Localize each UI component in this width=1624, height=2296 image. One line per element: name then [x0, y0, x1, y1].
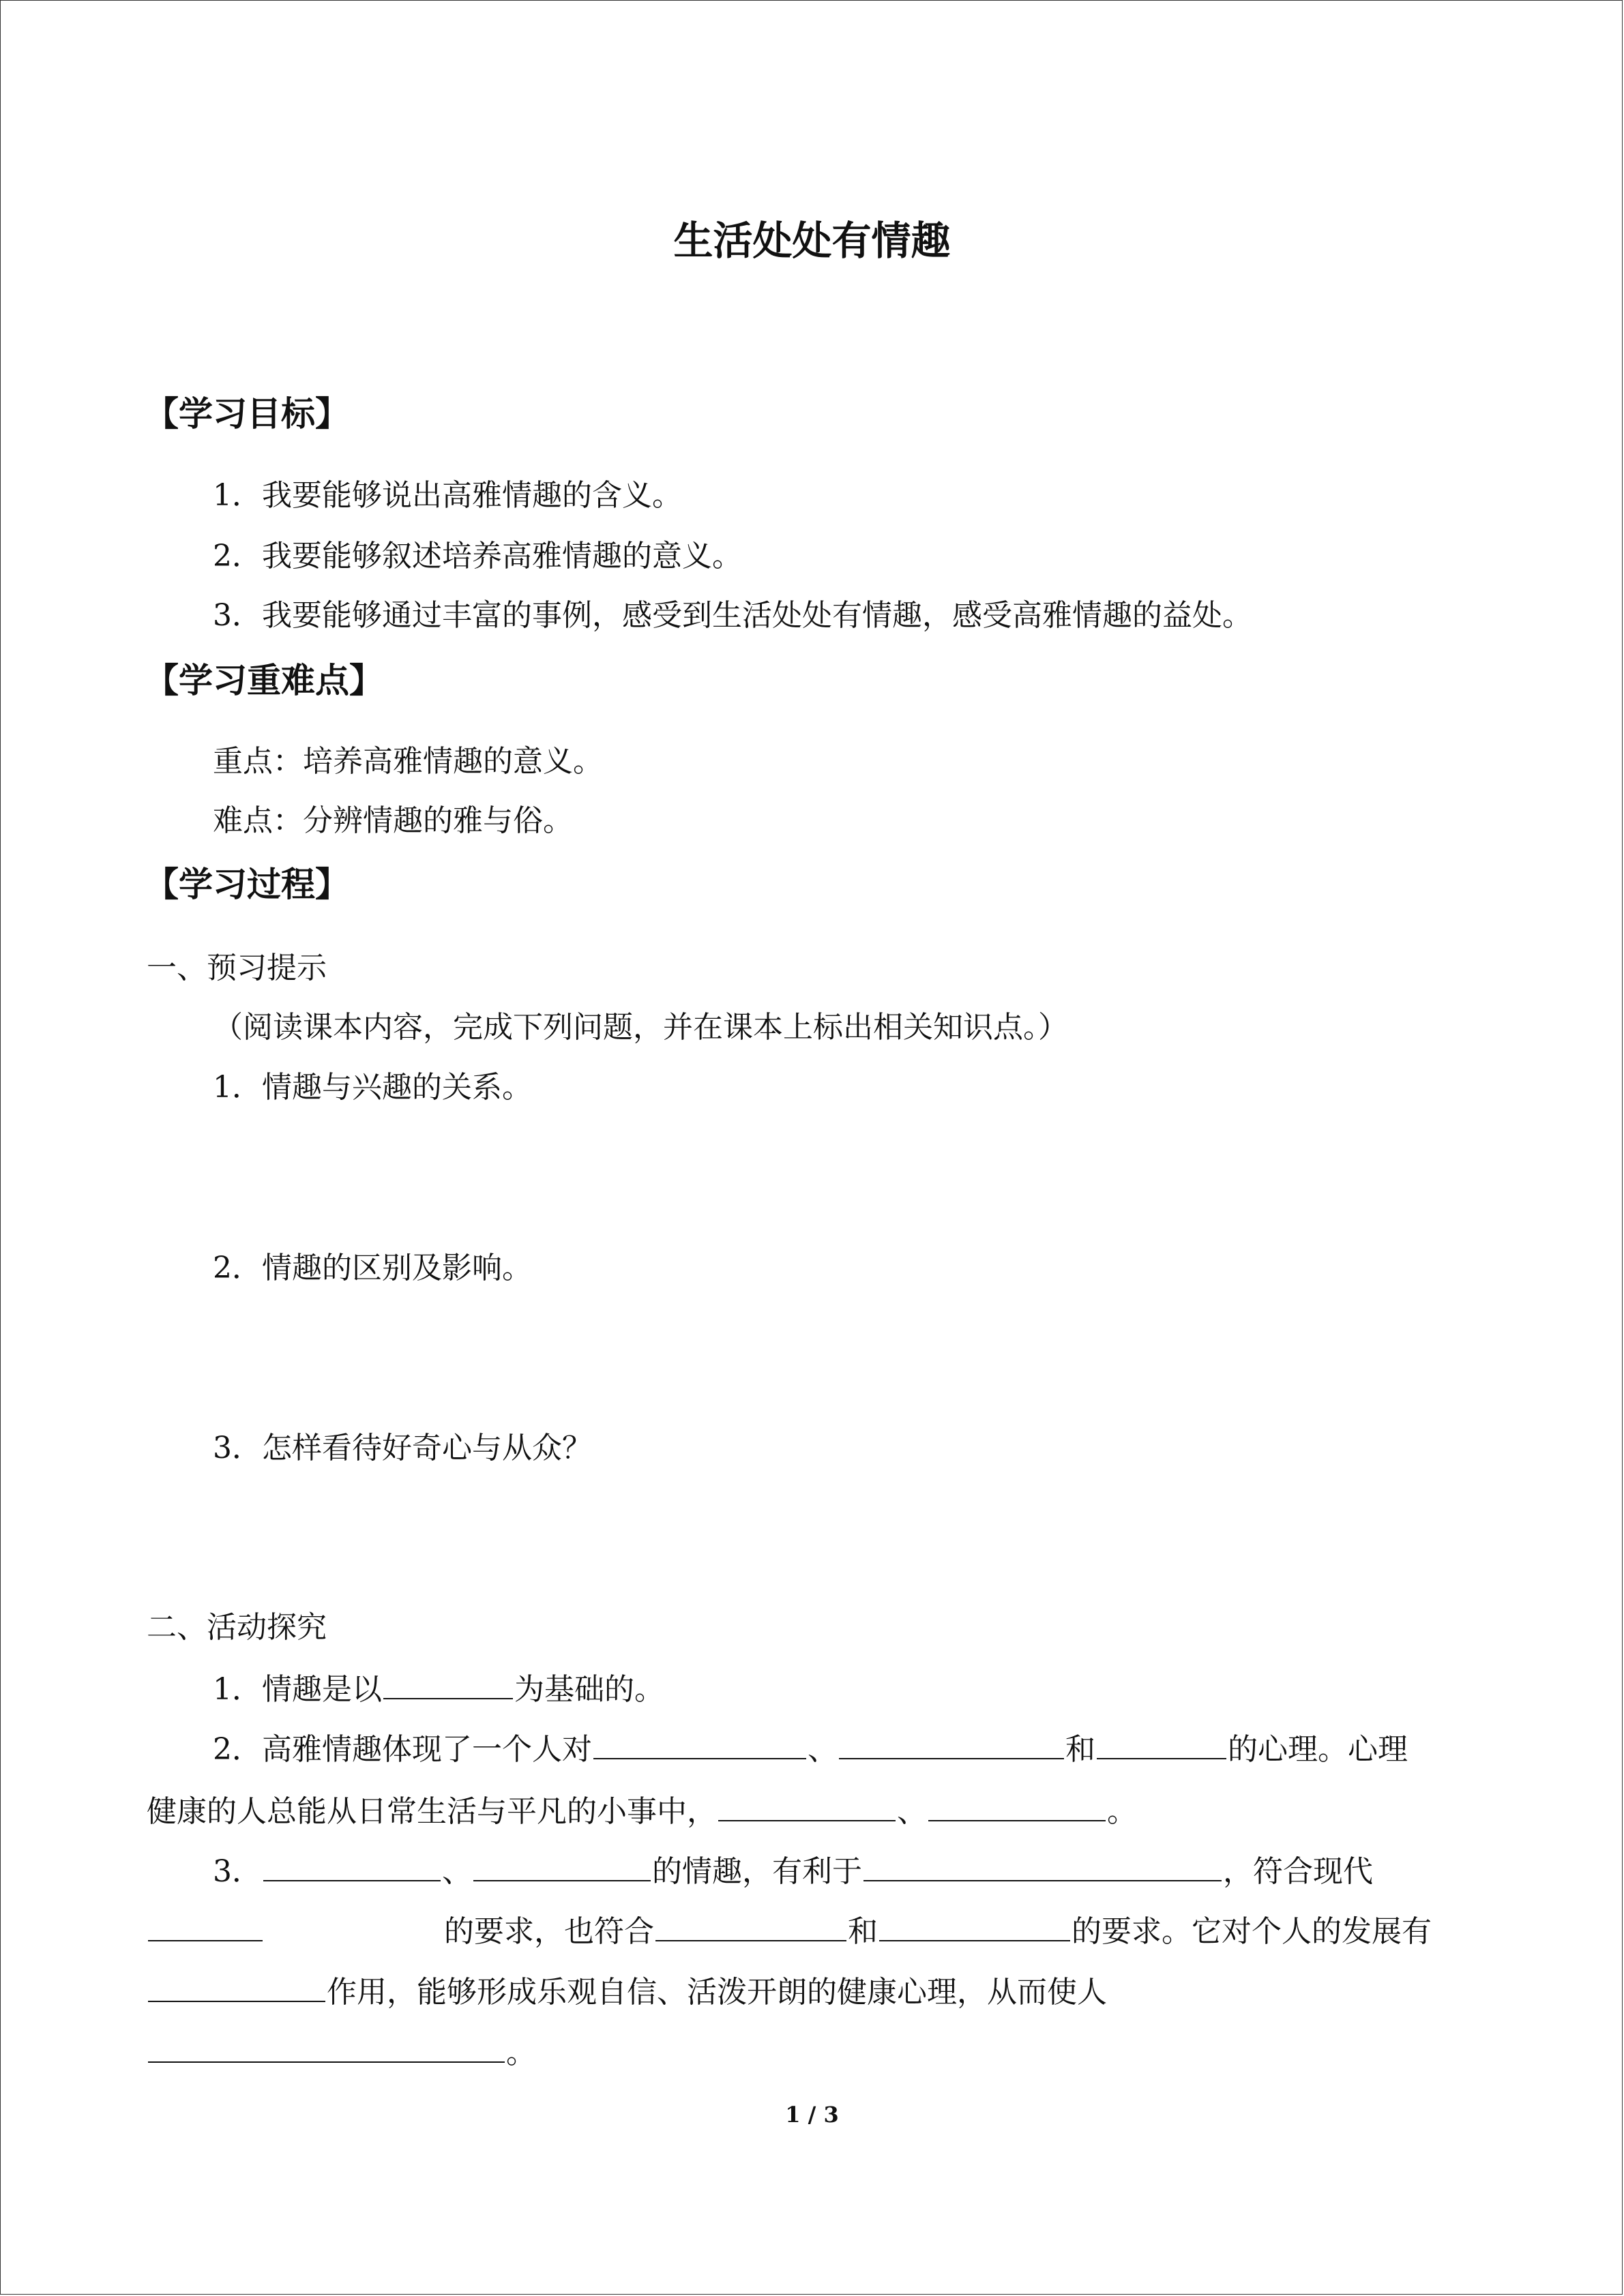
preview-question: 3．怎样看待好奇心与从众？	[213, 1431, 592, 1465]
objectives-heading: 【学习目标】	[145, 394, 349, 434]
text: ，符合现代	[1223, 1854, 1373, 1889]
preview-question: 1．情趣与兴趣的关系。	[213, 1070, 532, 1105]
fill-blank[interactable]	[473, 1850, 651, 1881]
text: 2．高雅情趣体现了一个人对	[213, 1732, 592, 1767]
objective-item: 3．我要能够通过丰富的事例，感受到生活处处有情趣，感受高雅情趣的益处。	[213, 598, 1252, 633]
text: 作用，能够形成乐观自信、活泼开朗的健康心理，从而使人	[327, 1975, 1107, 2010]
activity-question-2-line2	[147, 1790, 1137, 1832]
fill-blank[interactable]	[718, 1790, 896, 1821]
text: 的要求，也符合	[444, 1914, 654, 1949]
preview-question: 2．情趣的区别及影响。	[213, 1251, 532, 1285]
text: 和	[1065, 1732, 1095, 1767]
text: 3．	[213, 1854, 262, 1889]
activity-question-3-line3	[147, 1971, 1107, 2013]
fill-blank[interactable]	[928, 1790, 1106, 1821]
section1-note: （阅读课本内容，完成下列问题，并在课本上标出相关知识点。）	[213, 1010, 1068, 1045]
text: 健康的人总能从日常生活与平凡的小事中，	[147, 1794, 717, 1829]
fill-blank[interactable]	[879, 1910, 1070, 1941]
activity-question-3-line1	[213, 1850, 1373, 1892]
text: 1．情趣是以	[213, 1672, 382, 1707]
fill-blank[interactable]	[383, 1668, 513, 1699]
key-point: 重点：培养高雅情趣的意义。	[213, 744, 603, 779]
text: 为基础的。	[514, 1672, 664, 1707]
text: 的情趣，有利于	[652, 1854, 862, 1889]
difficult-point: 难点：分辨情趣的雅与俗。	[213, 803, 573, 838]
section2-title: 二、活动探究	[147, 1610, 327, 1645]
page-number: 1 / 3	[785, 2102, 839, 2128]
activity-question-1	[213, 1668, 664, 1710]
text: 。	[1107, 1794, 1137, 1829]
text: 的心理。心理	[1228, 1732, 1408, 1767]
fill-blank[interactable]	[863, 1850, 1222, 1881]
fill-blank[interactable]	[839, 1728, 1064, 1759]
text: 。	[506, 2036, 536, 2070]
text: 、	[808, 1732, 838, 1767]
section1-title: 一、预习提示	[147, 951, 327, 985]
fill-blank[interactable]	[148, 1910, 263, 1941]
fill-blank[interactable]	[593, 1728, 806, 1759]
text: 和	[848, 1914, 878, 1949]
fill-blank[interactable]	[148, 1971, 325, 2002]
fill-blank[interactable]	[655, 1910, 846, 1941]
process-heading: 【学习过程】	[145, 865, 349, 904]
page-title: 生活处处有情趣	[673, 218, 951, 264]
keypoints-heading: 【学习重难点】	[145, 661, 383, 700]
fill-blank[interactable]	[148, 2031, 505, 2063]
fill-blank[interactable]	[1097, 1728, 1226, 1759]
fill-blank[interactable]	[263, 1850, 441, 1881]
text: 、	[897, 1794, 927, 1829]
activity-question-3-line4	[147, 2031, 536, 2074]
activity-question-2-line1	[213, 1728, 1408, 1770]
text: 、	[442, 1854, 472, 1889]
objective-item: 2．我要能够叙述培养高雅情趣的意义。	[213, 539, 742, 573]
activity-question-3-line2	[147, 1910, 1432, 1952]
text: 的要求。它对个人的发展有	[1072, 1914, 1432, 1949]
objective-item: 1．我要能够说出高雅情趣的含义。	[213, 478, 682, 513]
